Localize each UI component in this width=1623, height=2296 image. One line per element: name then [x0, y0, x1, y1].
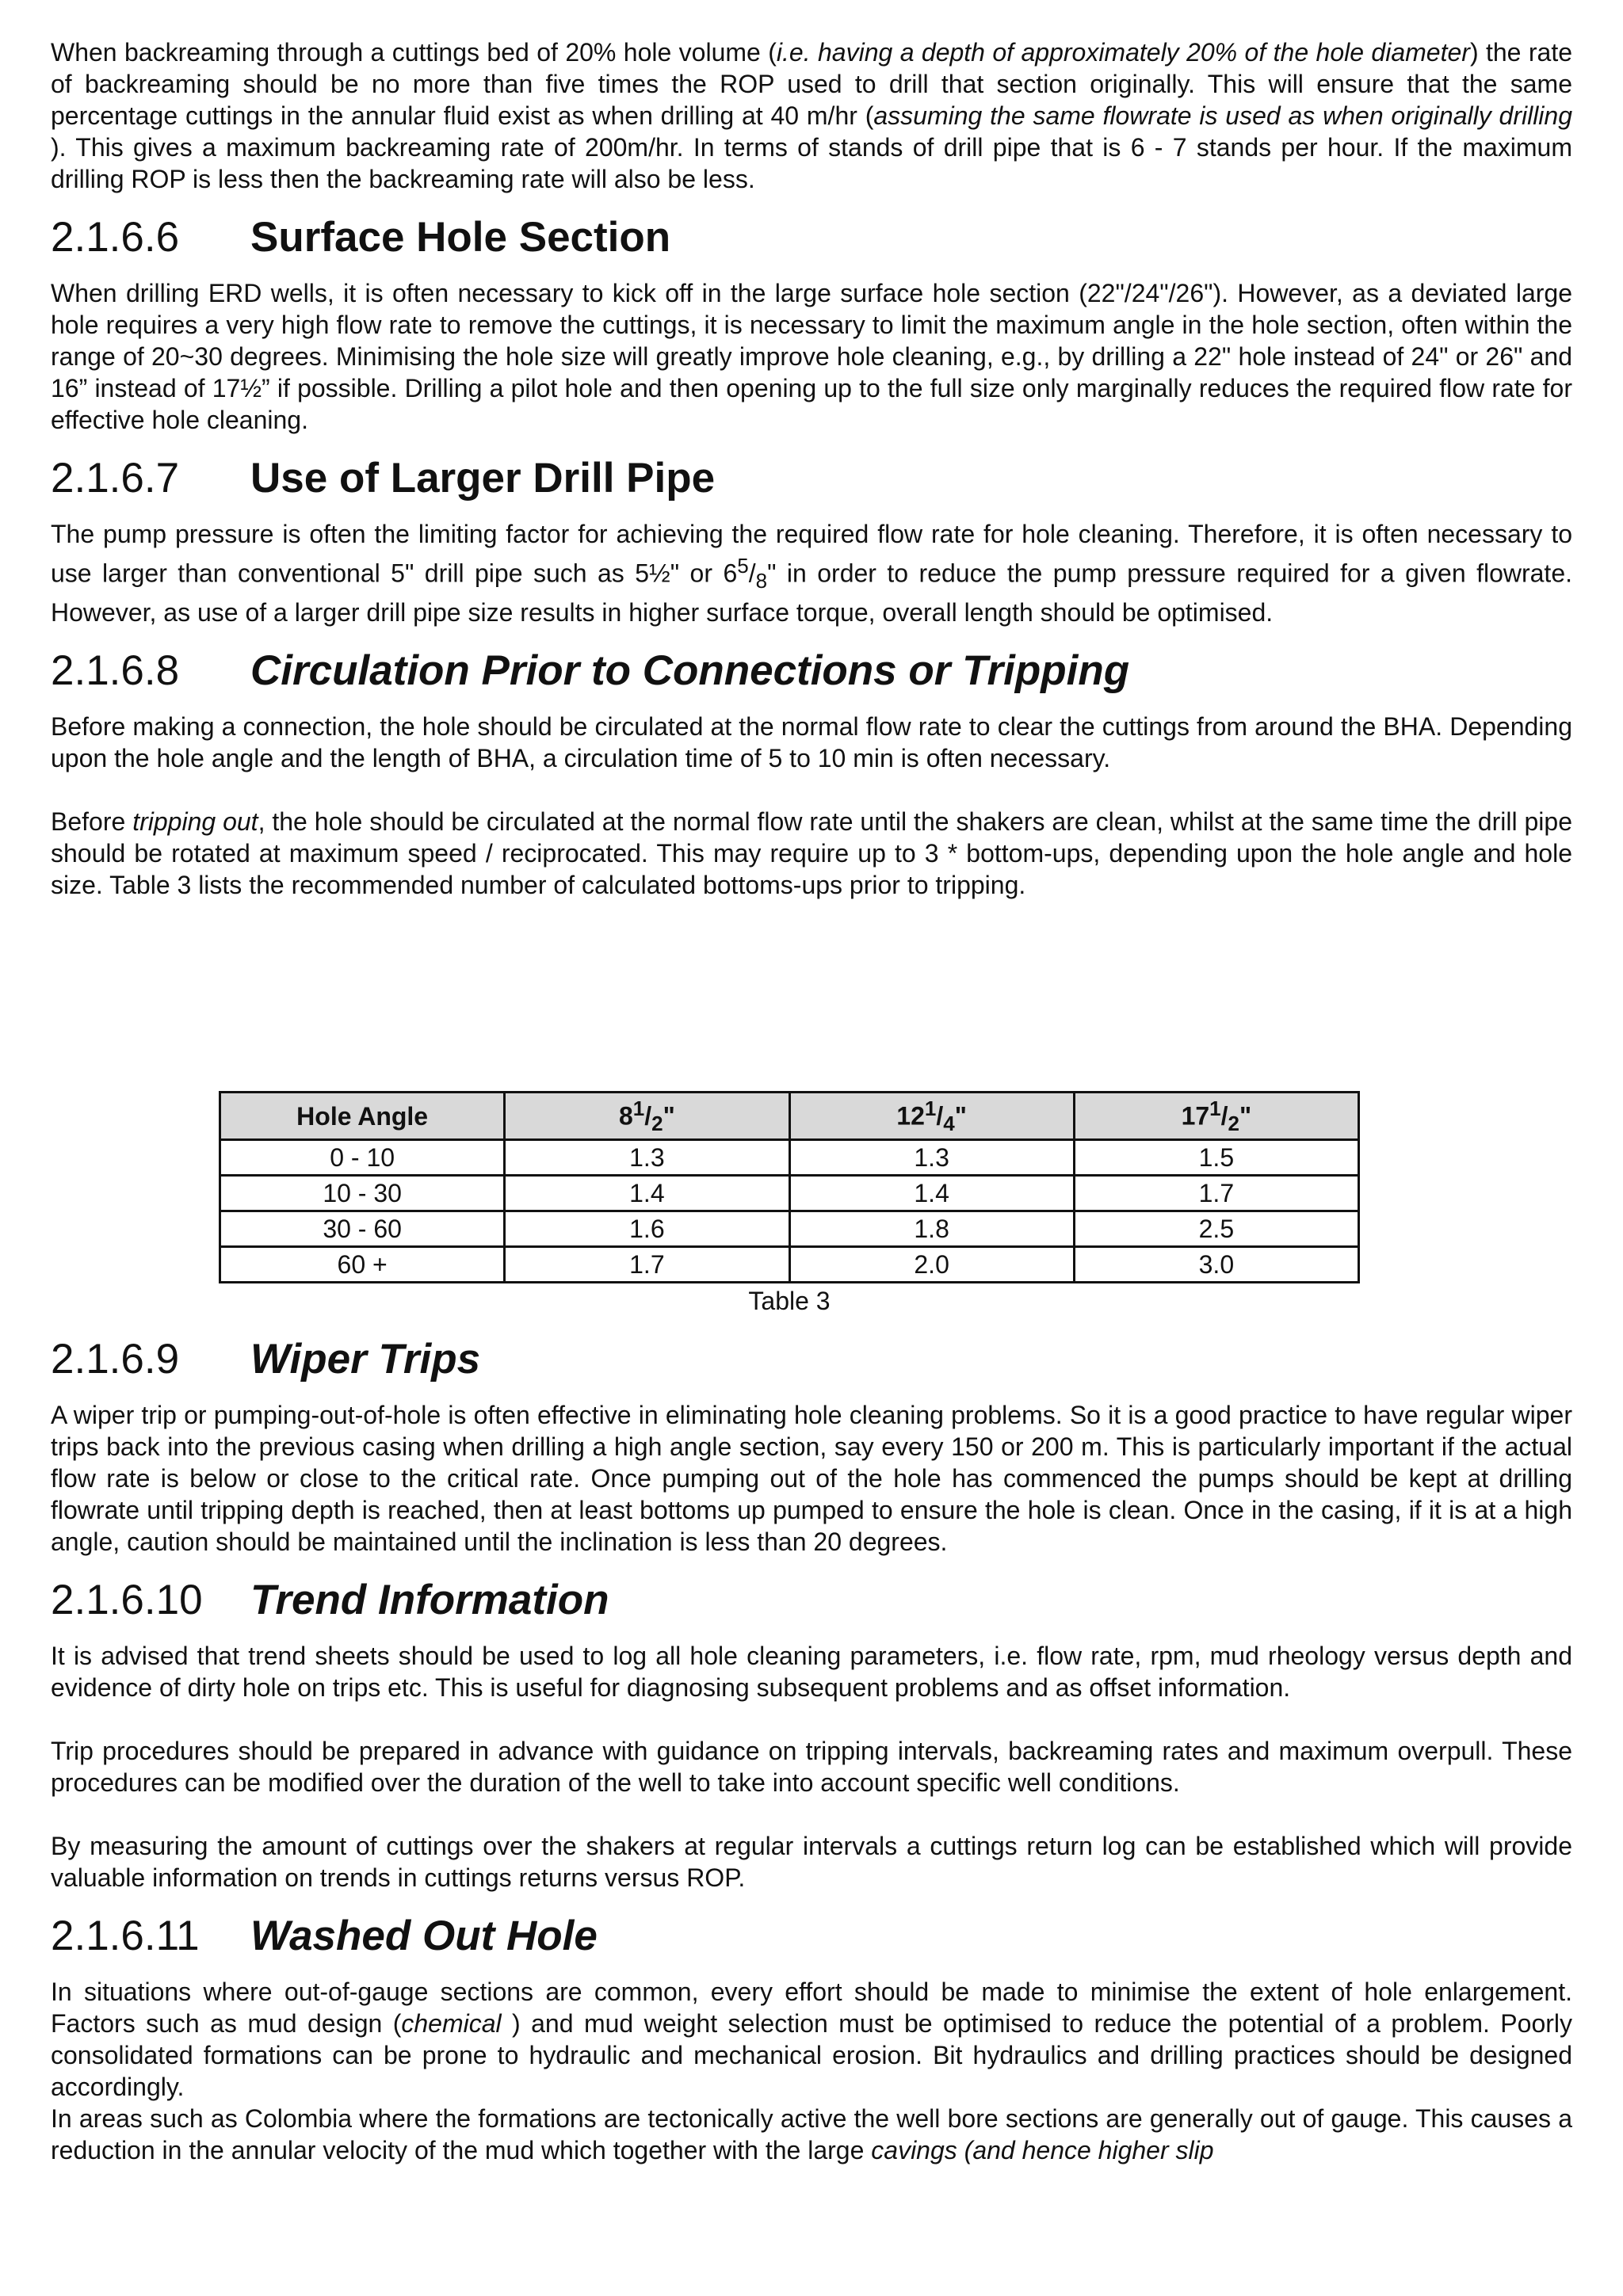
header-12-quarter: $12^1/_4$"	[789, 1093, 1074, 1140]
table-row	[220, 1176, 1359, 1211]
section-title: Trend Information	[250, 1577, 609, 1624]
trend-paragraph-3: By measuring the amount of cuttings over the shakers at regular intervals a cuttings return log can be established which will provide valuable information on trends in cuttings returns versus ROP.	[51, 1832, 1572, 1893]
bottoms-up-table	[219, 1091, 1360, 1283]
table-row	[220, 1247, 1359, 1283]
section-heading-2-1-6-8	[51, 646, 1572, 696]
table-cell: 1.5	[1074, 1140, 1358, 1176]
section-number: 2.1.6.6	[51, 214, 180, 261]
table-cell: 1.4	[505, 1176, 789, 1211]
section-heading-2-1-6-7	[51, 453, 1572, 504]
document-page	[51, 36, 1572, 2166]
section-heading-2-1-6-10	[51, 1575, 1572, 1626]
header-8-half: $8^1/_2$"	[505, 1093, 789, 1140]
section-heading-2-1-6-11	[51, 1911, 1572, 1962]
header-17-half: $17^1/_2$"	[1074, 1093, 1358, 1140]
section-title: Circulation Prior to Connections or Tripping	[250, 647, 1130, 695]
section-title: Washed Out Hole	[250, 1913, 598, 1960]
section-title: Wiper Trips	[250, 1336, 481, 1383]
table-cell: 30 - 60	[220, 1211, 505, 1247]
table-cell: 1.3	[505, 1140, 789, 1176]
washed-out-paragraph-2: In areas such as Colombia where the formations are tectonically active the well bore sections are generally out of gauge. This causes a reduction in the annular velocity of the mud which together with the large cavings (and hence higher slip	[51, 2104, 1572, 2165]
table-cell: 3.0	[1074, 1247, 1358, 1283]
washed-out-paragraph-1: In situations where out-of-gauge sections are common, every effort should be made to minimise the extent of hole enlargement. Factors such as mud design (chemical ) and mud weight selection must be optimised to reduce the potential of a problem. Poorly consolidated formations can be prone to hydraulic and mechanical erosion. Bit hydraulics and drilling practices should be designed accordingly.	[51, 1978, 1573, 2102]
section-heading-2-1-6-9	[51, 1334, 1572, 1385]
drill-pipe-paragraph: The pump pressure is often the limiting factor for achieving the required flow rate for hole cleaning. Therefore, it is often necessary to use larger than conventional 5" drill pipe such as 5½" or $6^5/_8$" in order to reduce the pump pressure required for a given flowrate. However, as use of a larger drill pipe size results in higher surface torque, overall length should be optimised.	[51, 520, 1573, 627]
table-row	[220, 1211, 1359, 1247]
table-caption: Table 3	[748, 1287, 831, 1316]
surface-hole-paragraph: When drilling ERD wells, it is often necessary to kick off in the large surface hole section (22"/24"/26"). However, as a deviated large hole requires a very high flow rate to remove the cuttings, it is necessary to limit the maximum angle in the hole section, often within the range of 20~30 degrees. Minimising the hole size will greatly improve hole cleaning, e.g., by drilling a 22" hole instead of 24" or 26" and 16” instead of 17½” if possible. Drilling a pilot hole and then opening up to the full size only marginally reduces the required flow rate for effective hole cleaning.	[51, 279, 1572, 434]
table-cell: 1.7	[1074, 1176, 1358, 1211]
table-cell: 2.5	[1074, 1211, 1358, 1247]
section-title: Use of Larger Drill Pipe	[250, 455, 716, 502]
section-number: 2.1.6.11	[51, 1913, 200, 1960]
table-row	[220, 1140, 1359, 1176]
wiper-trips-paragraph: A wiper trip or pumping-out-of-hole is often effective in eliminating hole cleaning problems. So it is a good practice to have regular wiper trips back into the previous casing when drilling a high angle section, say every 150 or 200 m. This is particularly important if the actual flow rate is below or close to the critical rate. Once pumping out of the hole has commenced the pumps should be kept at drilling flowrate until tripping depth is reached, then at least bottoms up pumped to ensure the hole is clean. Once in the casing, if it is at a high angle, caution should be maintained until the inclination is less than 20 degrees.	[51, 1401, 1572, 1557]
table-cell: 2.0	[789, 1247, 1074, 1283]
table-cell: 0 - 10	[220, 1140, 505, 1176]
table-header-row	[220, 1093, 1359, 1140]
section-number: 2.1.6.7	[51, 455, 180, 502]
trend-paragraph-1: It is advised that trend sheets should be used to log all hole cleaning parameters, i.e. flow rate, rpm, mud rheology versus depth and evidence of dirty hole on trips etc. This is useful for diagnosing subsequent problems and as offset information.	[51, 1642, 1572, 1703]
section-title: Surface Hole Section	[250, 214, 671, 261]
trend-paragraph-2: Trip procedures should be prepared in advance with guidance on tripping intervals, backreaming rates and maximum overpull. These procedures can be modified over the duration of the well to take into account specific well conditions.	[51, 1737, 1572, 1798]
table-cell: 1.6	[505, 1211, 789, 1247]
table-cell: 1.7	[505, 1247, 789, 1283]
table-cell: 1.4	[789, 1176, 1074, 1211]
section-number: 2.1.6.10	[51, 1577, 203, 1624]
section-heading-2-1-6-6	[51, 212, 1572, 263]
section-number: 2.1.6.8	[51, 647, 180, 695]
section-number: 2.1.6.9	[51, 1336, 180, 1383]
circulation-paragraph-2: Before tripping out, the hole should be circulated at the normal flow rate until the shakers are clean, whilst at the same time the drill pipe should be rotated at maximum speed / reciprocated. This may require up to 3 * bottom-ups, depending upon the hole angle and hole size. Table 3 lists the recommended number of calculated bottoms-ups prior to tripping.	[51, 807, 1573, 900]
intro-paragraph: When backreaming through a cuttings bed of 20% hole volume (i.e. having a depth of approximately 20% of the hole diameter) the rate of backreaming should be no more than five times the ROP used to drill that section originally. This will ensure that the same percentage cuttings in the annular fluid exist as when drilling at 40 m/hr (assuming the same flowrate is used as when originally drilling ). This gives a maximum backreaming rate of 200m/hr. In terms of stands of drill pipe that is 6 - 7 stands per hour. If the maximum drilling ROP is less then the backreaming rate will also be less.	[51, 38, 1573, 193]
bottoms-up-table-wrap	[219, 1091, 1360, 1317]
circulation-paragraph-1: Before making a connection, the hole should be circulated at the normal flow rate to clear the cuttings from around the BHA. Depending upon the hole angle and the length of BHA, a circulation time of 5 to 10 min is often necessary.	[51, 712, 1572, 773]
header-hole-angle: Hole Angle	[220, 1093, 505, 1140]
table-cell: 60 +	[220, 1247, 505, 1283]
table-cell: 1.3	[789, 1140, 1074, 1176]
table-cell: 1.8	[789, 1211, 1074, 1247]
table-cell: 10 - 30	[220, 1176, 505, 1211]
